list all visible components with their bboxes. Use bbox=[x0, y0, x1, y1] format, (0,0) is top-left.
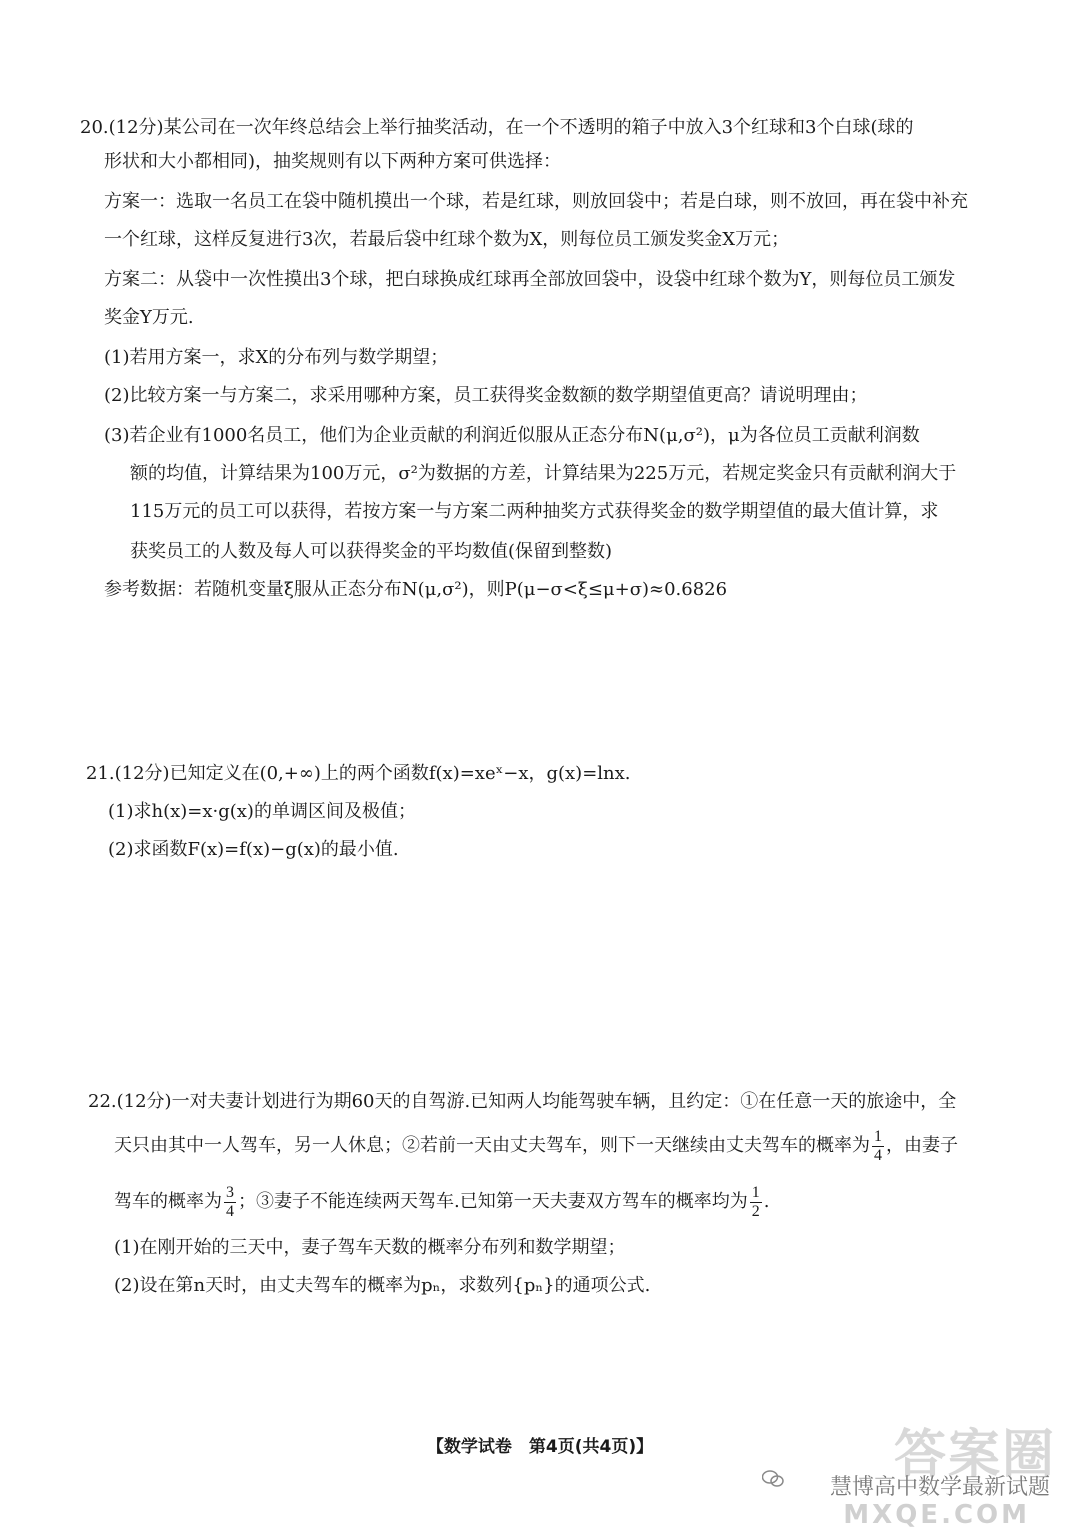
q22-line-2-text-a: 天只由其中一人驾车，另一人休息；②若前一天由丈夫驾车，则下一天继续由丈夫驾车的概率为 bbox=[114, 1135, 870, 1156]
q20-line-4: 一个红球，这样反复进行3次，若最后袋中红球个数为X，则每位员工颁发奖金X万元； bbox=[104, 229, 790, 250]
q22-line-3-text-b: ；③妻子不能连续两天驾车.已知第一天夫妻双方驾车的概率均为 bbox=[238, 1191, 748, 1212]
q21-line-1: 21.(12分)已知定义在(0,+∞)上的两个函数f(x)=xeˣ−x，g(x)=lnx. bbox=[86, 763, 631, 784]
fraction-one-half: $\frac{1}{2}$ bbox=[751, 1183, 760, 1220]
q22-line-2-text-b: ，由妻子 bbox=[886, 1135, 958, 1156]
watermark-text: 慧博高中数学最新试题 bbox=[829, 1475, 1050, 1500]
watermark-url: MXQE.COM bbox=[843, 1500, 1030, 1530]
q22-line-3-text-c: . bbox=[763, 1191, 770, 1212]
page-footer: 【数学试卷 第4页(共4页)】 bbox=[426, 1437, 654, 1457]
q20-line-2: 形状和大小都相同)，抽奖规则有以下两种方案可供选择： bbox=[104, 151, 562, 172]
q20-line-8: (2)比较方案一与方案二，求采用哪种方案，员工获得奖金数额的数学期望值更高？请说明理由； bbox=[104, 385, 868, 406]
q22-line-2 bbox=[114, 1126, 958, 1166]
q22-line-3 bbox=[114, 1182, 769, 1222]
q22-line-5: (2)设在第n天时，由丈夫驾车的概率为pₙ，求数列{pₙ}的通项公式. bbox=[114, 1275, 651, 1296]
watermark-logo: 答案圈 bbox=[893, 1425, 1056, 1485]
q20-line-11: 115万元的员工可以获得，若按方案一与方案二两种抽奖方式获得奖金的数学期望值的最大值计算，求 bbox=[130, 501, 939, 522]
q20-reference-data: 参考数据：若随机变量ξ服从正态分布N(μ,σ²)，则P(μ−σ<ξ≤μ+σ)≈0.6826 bbox=[104, 579, 728, 600]
q20-line-7: (1)若用方案一，求X的分布列与数学期望； bbox=[104, 347, 449, 368]
q20-line-6: 奖金Y万元. bbox=[104, 307, 194, 328]
q21-line-2: (1)求h(x)=x·g(x)的单调区间及极值； bbox=[108, 801, 416, 822]
fraction-one-quarter: $\frac{1}{4}$ bbox=[874, 1127, 882, 1164]
q22-line-3-text-a: 驾车的概率为 bbox=[114, 1191, 222, 1212]
q20-line-5: 方案二：从袋中一次性摸出3个球，把白球换成红球再全部放回袋中，设袋中红球个数为Y，则每位员工颁发 bbox=[104, 269, 956, 290]
q20-line-10: 额的均值，计算结果为100万元，σ²为数据的方差，计算结果为225万元，若规定奖金只有贡献利润大于 bbox=[130, 463, 957, 484]
q20-line-9: (3)若企业有1000名员工，他们为企业贡献的利润近似服从正态分布N(μ,σ²)，μ为各位员工贡献利润数 bbox=[104, 425, 920, 446]
q20-line-1: 20.(12分)某公司在一次年终总结会上举行抽奖活动，在一个不透明的箱子中放入3个红球和3个白球(球的 bbox=[80, 117, 914, 138]
q21-line-3: (2)求函数F(x)=f(x)−g(x)的最小值. bbox=[108, 839, 399, 860]
q20-line-12: 获奖员工的人数及每人可以获得奖金的平均数值(保留到整数) bbox=[130, 541, 613, 562]
q22-line-1: 22.(12分)一对夫妻计划进行为期60天的自驾游.已知两人均能驾驶车辆，且约定：①在任意一天的旅途中，全 bbox=[88, 1091, 957, 1112]
q22-line-4: (1)在刚开始的三天中，妻子驾车天数的概率分布列和数学期望； bbox=[114, 1237, 626, 1258]
q20-line-3: 方案一：选取一名员工在袋中随机摸出一个球，若是红球，则放回袋中；若是白球，则不放回，再在袋中补充 bbox=[104, 191, 968, 212]
fraction-three-quarters: $\frac{3}{4}$ bbox=[226, 1183, 234, 1220]
wechat-icon bbox=[762, 1470, 784, 1488]
